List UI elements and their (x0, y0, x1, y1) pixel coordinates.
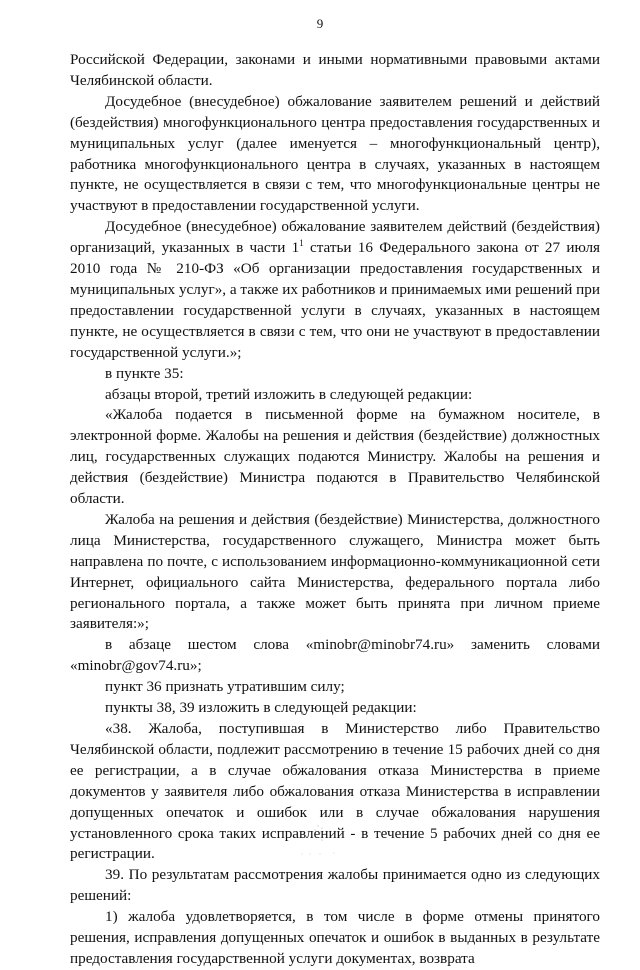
paragraph-3 (70, 217, 600, 363)
paragraph-11: «38. Жалоба, поступившая в Министерство либо Правительство Челябинской области, подлежит рассмотрению в течение 15 рабочих дней со дня ее регистрации, а в случае обжалования отказа Министерства в приеме документов у заявителя либо обжалования отказа Министерства в исправлении допущенных опечаток и ошибок или в случае обжалования нарушения установленного срока таких исправлений - в течение 5 рабочих дней со дня ее регистрации. (70, 720, 600, 863)
paragraph-5: абзацы второй, третий изложить в следующей редакции: (105, 385, 473, 403)
paragraph-3-text-a: Досудебное (внесудебное) обжалование заявителем действий (бездействия) организаций, указанных в части 1 (70, 218, 600, 257)
paragraph-12: 39. По результатам рассмотрения жалобы принимается одно из следующих решений: (70, 866, 600, 905)
paragraph-8: в абзаце шестом слова «minobr@minobr74.ru» заменить словами «minobr@gov74.ru»; (70, 636, 600, 675)
paragraph-6: «Жалоба подается в письменной форме на бумажном носителе, в электронной форме. Жалобы на решения и действия (бездействие) должностных лиц, государственных служащих подаются Министру. Жалобы на решения и действия (бездействие) Министра подаются в Правительство Челябинской области. (70, 406, 600, 508)
page-number: 9 (316, 16, 324, 31)
superscript-part-number: 1 (299, 238, 304, 249)
paragraph-13: 1) жалоба удовлетворяется, в том числе в форме отмены принятого решения, исправления допущенных опечаток и ошибок в выданных в результате предоставления государственной услуги документах, возврата (70, 908, 600, 967)
faint-stamp-mark (296, 820, 344, 860)
paragraph-10: пункты 38, 39 изложить в следующей редакции: (105, 699, 417, 717)
paragraph-3-text-b: статьи 16 Федерального закона от 27 июля 2010 года № 210-ФЗ «Об организации предоставления государственных и муниципальных услуг», а также их работников и принимаемых ими решений при предоставлении государственной услуги в случаях, указанных в настоящем пункте, не осуществляется в связи с тем, что они не участвуют в предоставлении государственной услуги.»; (70, 239, 601, 361)
paragraph-7: Жалоба на решения и действия (бездействие) Министерства, должностного лица Министерства, государственного служащего, Министра может быть направлена по почте, с использованием информационно-коммуникационной сети Интернет, официального сайта Министерства, федерального портала либо регионального портала, а также может быть принята при личном приеме заявителя:»; (70, 510, 600, 633)
paragraph-9: пункт 36 признать утратившим силу; (105, 678, 345, 696)
paragraph-1: Российской Федерации, законами и иными нормативными правовыми актами Челябинской области. (70, 51, 600, 89)
paragraph-4: в пункте 35: (105, 364, 184, 382)
paragraph-2: Досудебное (внесудебное) обжалование заявителем решений и действий (бездействия) многофункционального центра предоставления государственных и муниципальных услуг (далее именуется – многофункциональный центр), работника многофункционального центра в случаях, указанных в настоящем пункте, не осуществляется в связи с тем, что многофункциональные центры не участвуют в предоставлении государственной услуги. (70, 92, 600, 215)
